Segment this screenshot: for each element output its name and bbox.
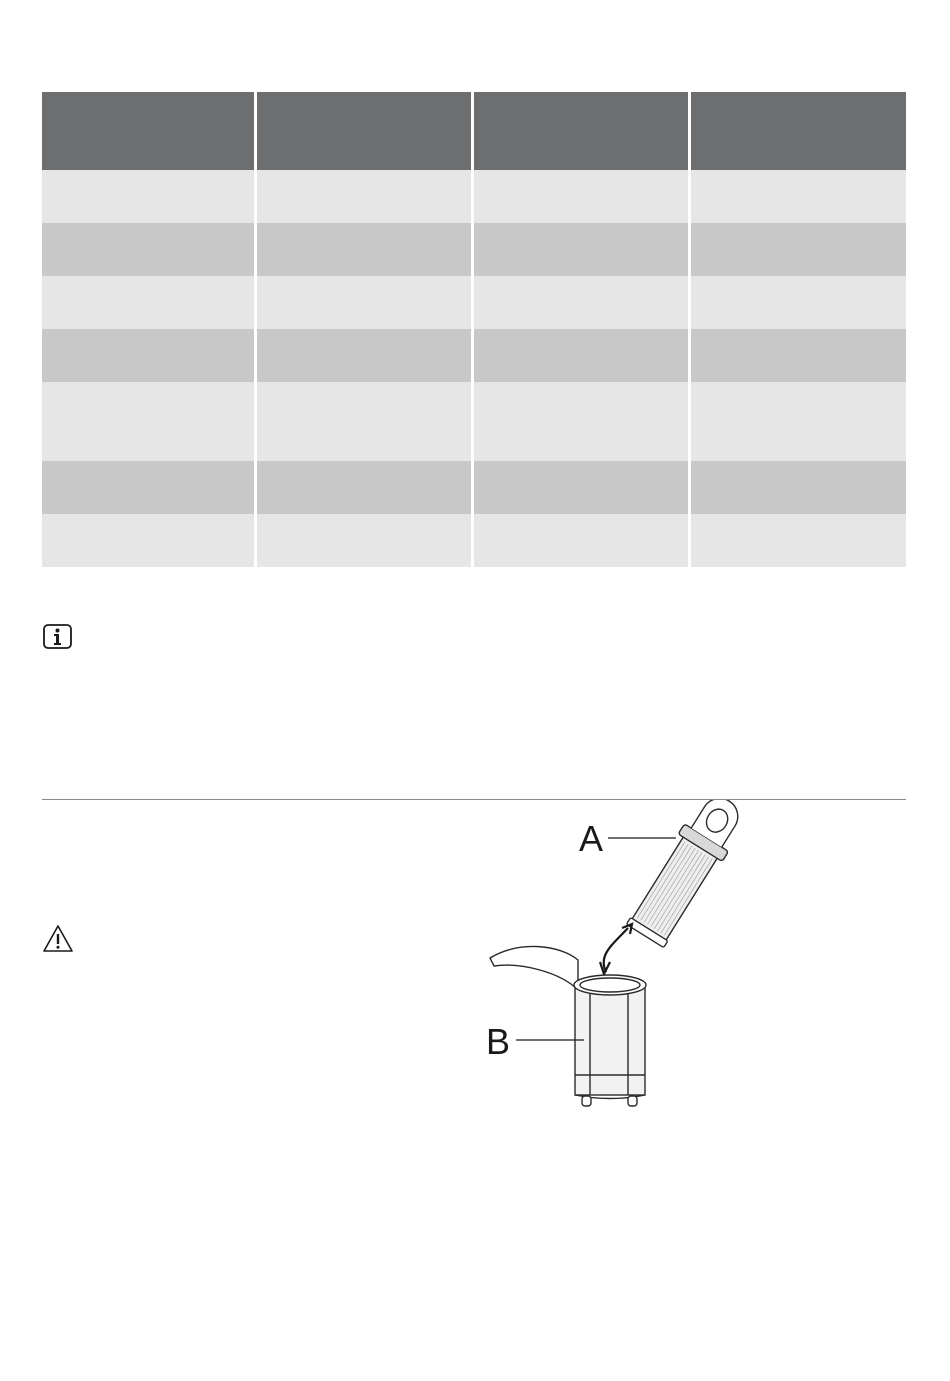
table-row (42, 514, 906, 567)
table-cell (474, 514, 688, 567)
table-cell (474, 170, 688, 223)
table-cell (474, 461, 688, 514)
table-cell (474, 223, 688, 276)
info-icon (43, 624, 72, 649)
table-cell (257, 276, 471, 329)
table-cell (691, 276, 906, 329)
table-row (42, 223, 906, 276)
table-header-cell (691, 92, 906, 170)
table-cell (691, 514, 906, 567)
table-cell (42, 276, 254, 329)
table-row (42, 276, 906, 329)
table-cell (42, 329, 254, 382)
table-cell (42, 170, 254, 223)
table-row (42, 461, 906, 514)
table-cell (257, 382, 471, 461)
table-cell (691, 170, 906, 223)
table-row (42, 382, 906, 461)
table-cell (257, 514, 471, 567)
table-header-cell (257, 92, 471, 170)
table-cell (257, 461, 471, 514)
table-cell (257, 329, 471, 382)
arrow (600, 924, 632, 974)
table-header-cell (42, 92, 254, 170)
filter-a (623, 800, 751, 950)
filter-illustration (470, 800, 770, 1120)
table-cell (691, 223, 906, 276)
label-a: A (579, 818, 604, 859)
table-cell (474, 329, 688, 382)
label-b: B (486, 1021, 511, 1062)
warning-icon (42, 924, 74, 954)
table-row (42, 170, 906, 223)
table-header-cell (474, 92, 688, 170)
table-cell (691, 329, 906, 382)
table-cell (257, 170, 471, 223)
table-cell (474, 276, 688, 329)
filter-b (490, 946, 646, 1106)
table-cell (42, 223, 254, 276)
table-cell (691, 461, 906, 514)
table-cell (257, 223, 471, 276)
table-cell (691, 382, 906, 461)
table-header-row (42, 92, 906, 170)
table-cell (42, 382, 254, 461)
table-cell (474, 382, 688, 461)
table-cell (42, 514, 254, 567)
table-cell (42, 461, 254, 514)
table-row (42, 329, 906, 382)
settings-table (42, 92, 906, 567)
